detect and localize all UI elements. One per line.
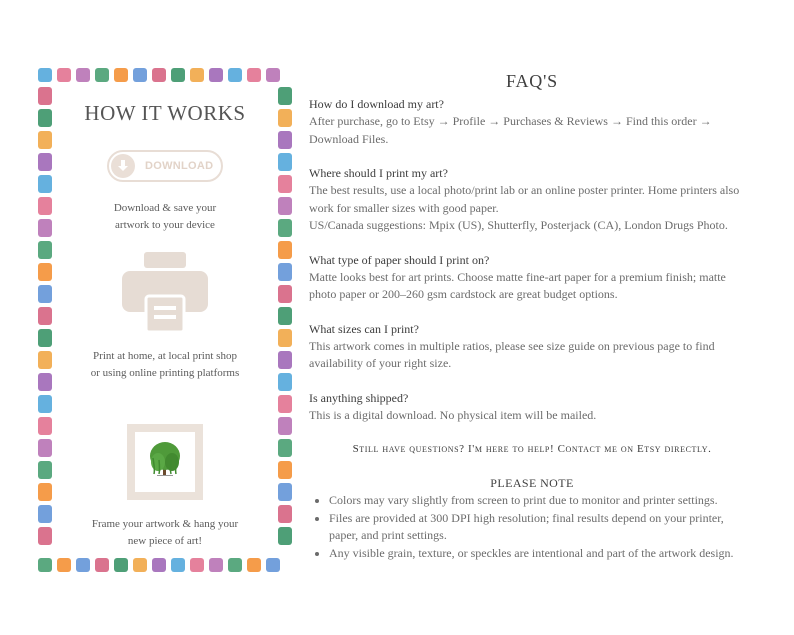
border-tile (114, 558, 128, 572)
note-item: • Any visible grain, texture, or speckles are intentional and part of the artwork design. (329, 545, 755, 563)
border-tile (38, 307, 52, 325)
border-tile (190, 68, 204, 82)
border-tile (228, 68, 242, 82)
faq-answer: After purchase, go to Etsy → Profile → Purchases & Reviews → Find this order → Download Files. (309, 114, 712, 146)
border-tile (278, 109, 292, 127)
border-tile (57, 558, 71, 572)
border-tile (38, 263, 52, 281)
border-tile (278, 527, 292, 545)
border-tile (278, 439, 292, 457)
border-tile (38, 483, 52, 501)
framed-art-icon (127, 424, 203, 500)
border-tile (278, 285, 292, 303)
border-tile (38, 285, 52, 303)
border-tile (38, 109, 52, 127)
border-tile (133, 68, 147, 82)
border-tile (38, 351, 52, 369)
faq-question: Where should I print my art? (309, 166, 448, 180)
border-tile (38, 439, 52, 457)
border-tile (152, 68, 166, 82)
border-tile (76, 558, 90, 572)
step-download-text: Download & save your artwork to your device (113, 202, 217, 231)
border-tile (278, 483, 292, 501)
step-frame-text: Frame your artwork & hang your new piece of art! (91, 518, 239, 547)
border-tile (38, 417, 52, 435)
border-tile (171, 558, 185, 572)
border-tile (57, 68, 71, 82)
border-tile (278, 307, 292, 325)
border-tile (278, 241, 292, 259)
border-tile (278, 175, 292, 193)
border-tile (266, 68, 280, 82)
border-tile (38, 87, 52, 105)
border-tile (38, 153, 52, 171)
faq-item (309, 321, 755, 373)
border-tile (38, 461, 52, 479)
border-tile (209, 558, 223, 572)
border-tile (278, 373, 292, 391)
faq-section (309, 70, 755, 562)
border-tile (278, 263, 292, 281)
border-tile (209, 68, 223, 82)
border-tile (247, 558, 261, 572)
border-tile (228, 558, 242, 572)
border-tile (278, 131, 292, 149)
border-tile (95, 558, 109, 572)
border-tile (38, 219, 52, 237)
note-item: • Colors may vary slightly from screen to print due to monitor and printer settings. (329, 492, 755, 510)
border-tile (152, 558, 166, 572)
faq-answer: The best results, use a local photo/print lab or an online poster printer. Home printers also work for smaller sizes with good paper. (309, 183, 740, 215)
how-it-works-panel (38, 68, 292, 572)
border-tile (190, 558, 204, 572)
border-tile (278, 417, 292, 435)
border-tile (114, 68, 128, 82)
border-tile (95, 68, 109, 82)
border-tile (247, 68, 261, 82)
printer-icon (60, 252, 270, 334)
faq-answer: This is a digital download. No physical item will be mailed. (309, 407, 597, 422)
faq-question: What sizes can I print? (309, 321, 419, 336)
download-badge-label: DOWNLOAD (145, 160, 214, 172)
please-note-title: PLEASE NOTE (490, 476, 574, 490)
border-tile (278, 153, 292, 171)
contact-line: Still have questions? I'm here to help! Contact me on Etsy directly. (352, 443, 712, 455)
border-tile (278, 219, 292, 237)
download-icon (111, 154, 135, 178)
border-tile (38, 527, 52, 545)
border-tile (171, 68, 185, 82)
faq-answer-suggestions: US/Canada suggestions: Mpix (US), Shutterfly, Posterjack (CA), London Drugs Photo. (309, 218, 728, 232)
step-print-text: Print at home, at local print shop or using online printing platforms (90, 350, 240, 379)
border-tile (278, 87, 292, 105)
border-tile (38, 329, 52, 347)
faq-item (309, 390, 755, 425)
border-tile (278, 461, 292, 479)
please-note-list (309, 492, 755, 562)
faq-answer: This artwork comes in multiple ratios, please see size guide on previous page to find availability of your right size. (309, 338, 715, 370)
border-tile (38, 197, 52, 215)
border-tile (278, 351, 292, 369)
border-tile (38, 373, 52, 391)
faq-item (309, 96, 755, 148)
faq-item (309, 165, 755, 235)
border-tile (38, 505, 52, 523)
border-tile (76, 68, 90, 82)
faq-title: FAQ'S (506, 71, 558, 91)
faq-question: Is anything shipped? (309, 390, 409, 405)
border-tile (278, 329, 292, 347)
how-it-works-title: HOW IT WORKS (84, 101, 246, 125)
border-tile (38, 241, 52, 259)
faq-answer: Matte looks best for art prints. Choose matte fine-art paper for a premium finish; matte photo paper or 200–260 gsm cardstock are great budget options. (309, 269, 726, 301)
faq-question: What type of paper should I print on? (309, 252, 490, 267)
how-it-works-content (60, 90, 270, 550)
border-tile (133, 558, 147, 572)
faq-item (309, 252, 755, 304)
border-tile (38, 131, 52, 149)
border-tile (38, 68, 52, 82)
note-item: • Files are provided at 300 DPI high resolution; final results depend on your printer, paper, and print settings. (329, 510, 755, 545)
faq-question: How do I download my art? (309, 97, 444, 111)
border-tile (38, 395, 52, 413)
border-tile (278, 505, 292, 523)
border-tile (278, 197, 292, 215)
download-badge (107, 150, 223, 182)
border-tile (38, 175, 52, 193)
border-tile (38, 558, 52, 572)
border-tile (266, 558, 280, 572)
border-tile (278, 395, 292, 413)
